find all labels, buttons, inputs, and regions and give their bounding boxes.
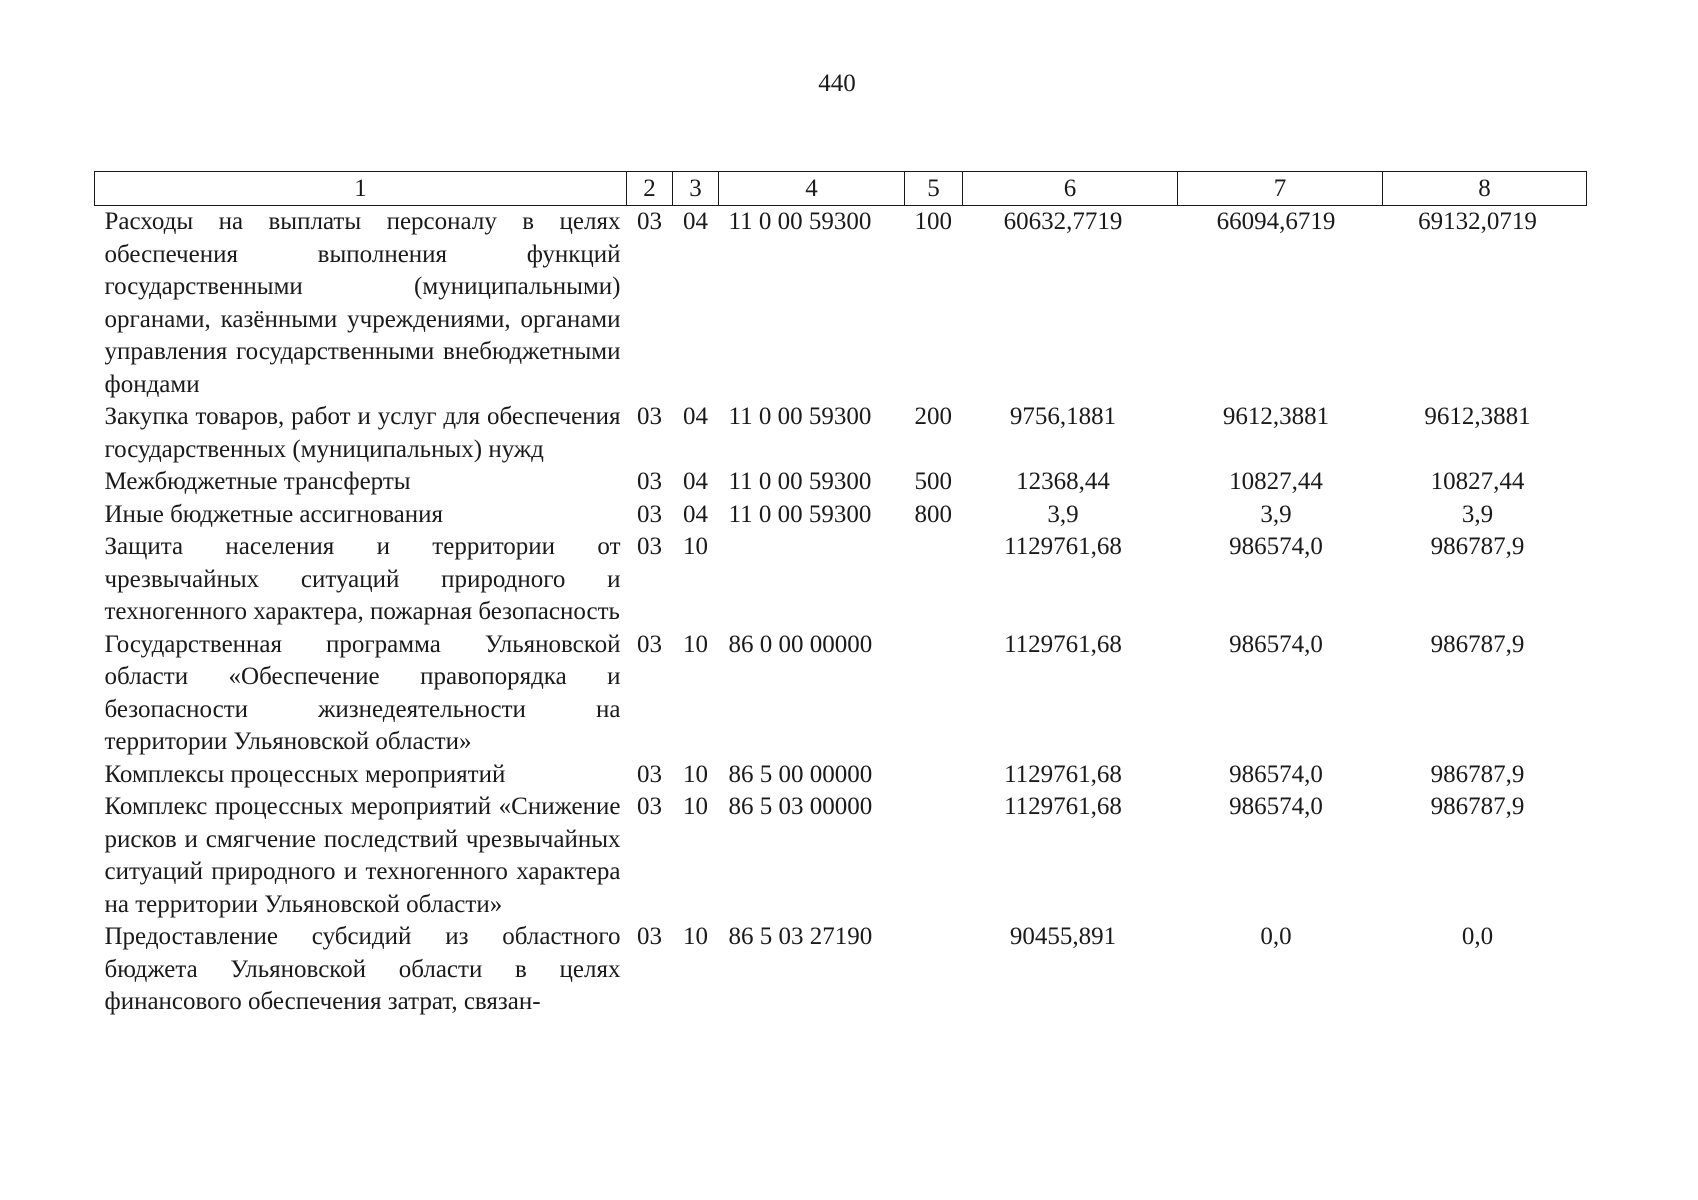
amount-col-8: 69132,0719 — [1418, 208, 1537, 235]
section-code: 03 — [637, 500, 662, 528]
amount-col-6: 60632,7719 — [1003, 208, 1123, 235]
amount-col-6: 1129761,68 — [1004, 793, 1122, 820]
header-cell: 3 — [673, 172, 719, 206]
amount-col-7: 10827,44 — [1229, 468, 1323, 495]
amount-col-7: 3,9 — [1260, 500, 1292, 528]
subsection-code: 10 — [683, 760, 708, 788]
amount-col-7: 986574,0 — [1229, 760, 1323, 788]
table-row — [95, 791, 1587, 921]
amount-col-8: 986787,9 — [1430, 630, 1525, 658]
row-description: Предоставление субсидий из областного бюджета Ульяновской области в целях финансового обеспечения затрат, связан- — [104, 923, 621, 1015]
header-cell: 4 — [719, 172, 905, 206]
expense-type-code — [905, 629, 963, 759]
amount-col-8: 10827,44 — [1430, 468, 1525, 495]
row-description: Государственная программа Ульяновской области «Обеспечение правопорядка и безопасности жизнедеятельности на территории Ульяновской области» — [104, 630, 621, 755]
header-cell: 2 — [627, 172, 673, 206]
amount-col-8: 986787,9 — [1430, 793, 1525, 820]
row-description: Иные бюджетные ассигнования — [104, 500, 444, 528]
row-description: Закупка товаров, работ и услуг для обеспечения государственных (муниципальных) нужд — [104, 403, 621, 463]
amount-col-8: 986787,9 — [1430, 760, 1525, 788]
row-description: Межбюджетные трансферты — [104, 468, 411, 495]
table-row — [95, 499, 1587, 532]
amount-col-6: 90455,891 — [1009, 923, 1117, 950]
header-cell: 1 — [95, 172, 627, 206]
section-code: 03 — [637, 403, 662, 430]
header-cell: 7 — [1178, 172, 1383, 206]
amount-col-7: 66094,6719 — [1216, 208, 1336, 235]
expense-type-code: 800 — [914, 500, 952, 528]
row-description: Комплексы процессных мероприятий — [104, 760, 506, 788]
target-article-code: 86 0 00 00000 — [728, 630, 873, 658]
table-row — [95, 466, 1587, 499]
amount-col-8: 986787,9 — [1430, 533, 1525, 560]
expense-type-code — [905, 791, 963, 921]
subsection-code: 10 — [683, 533, 708, 560]
target-article-code: 86 5 03 27190 — [728, 923, 873, 950]
table-row — [95, 921, 1587, 1019]
amount-col-6: 12368,44 — [1016, 468, 1110, 495]
expense-type-code: 100 — [914, 208, 952, 235]
expense-type-code: 200 — [914, 403, 952, 430]
section-code: 03 — [637, 923, 662, 950]
header-row — [95, 172, 1587, 206]
page-number: 440 — [818, 70, 856, 97]
target-article-code — [719, 531, 905, 629]
amount-col-7: 9612,3881 — [1222, 403, 1330, 430]
target-article-code: 86 5 03 00000 — [728, 793, 873, 820]
subsection-code: 10 — [683, 793, 708, 820]
target-article-code: 11 0 00 59300 — [728, 500, 872, 528]
subsection-code: 10 — [683, 630, 708, 658]
target-article-code: 86 5 00 00000 — [728, 760, 873, 788]
section-code: 03 — [637, 760, 662, 788]
subsection-code: 04 — [683, 468, 708, 495]
header-cell: 5 — [905, 172, 963, 206]
amount-col-7: 986574,0 — [1229, 533, 1323, 560]
budget-table — [94, 171, 1587, 1019]
amount-col-7: 986574,0 — [1229, 630, 1323, 658]
subsection-code: 10 — [683, 923, 708, 950]
amount-col-8: 9612,3881 — [1424, 403, 1531, 430]
amount-col-6: 9756,1881 — [1009, 403, 1117, 430]
section-code: 03 — [637, 208, 662, 235]
expense-type-code: 500 — [914, 468, 952, 495]
target-article-code: 11 0 00 59300 — [728, 208, 872, 235]
expense-type-code — [905, 759, 963, 792]
table-row — [95, 629, 1587, 759]
subsection-code: 04 — [683, 403, 708, 430]
amount-col-8: 3,9 — [1461, 500, 1494, 528]
amount-col-6: 1129761,68 — [1004, 630, 1122, 658]
amount-col-7: 0,0 — [1260, 923, 1292, 950]
header-cell: 8 — [1383, 172, 1587, 206]
subsection-code: 04 — [683, 208, 708, 235]
section-code: 03 — [637, 630, 662, 658]
expense-type-code — [905, 921, 963, 1019]
target-article-code: 11 0 00 59300 — [728, 403, 872, 430]
table-row — [95, 759, 1587, 792]
table-row — [95, 401, 1587, 466]
table-row — [95, 206, 1587, 402]
row-description: Расходы на выплаты персоналу в целях обеспечения выполнения функций государственными (муниципальными) органами, казёнными учреждениями, органами управления государственными внебюджетными фондами — [104, 208, 621, 398]
header-cell: 6 — [963, 172, 1178, 206]
section-code: 03 — [637, 468, 662, 495]
row-description: Комплекс процессных мероприятий «Снижение рисков и смягчение последствий чрезвычайных ситуаций природного и техногенного характера на территории Ульяновской области» — [104, 793, 621, 918]
table-row — [95, 531, 1587, 629]
subsection-code: 04 — [683, 500, 708, 528]
target-article-code: 11 0 00 59300 — [728, 468, 872, 495]
section-code: 03 — [637, 533, 662, 560]
expense-type-code — [905, 531, 963, 629]
amount-col-6: 1129761,68 — [1004, 533, 1122, 560]
amount-col-8: 0,0 — [1461, 923, 1494, 950]
amount-col-7: 986574,0 — [1229, 793, 1323, 820]
section-code: 03 — [637, 793, 662, 820]
row-description: Защита населения и территории от чрезвычайных ситуаций природного и техногенного характера, пожарная безопасность — [104, 533, 621, 625]
amount-col-6: 3,9 — [1047, 500, 1079, 528]
amount-col-6: 1129761,68 — [1004, 760, 1122, 788]
